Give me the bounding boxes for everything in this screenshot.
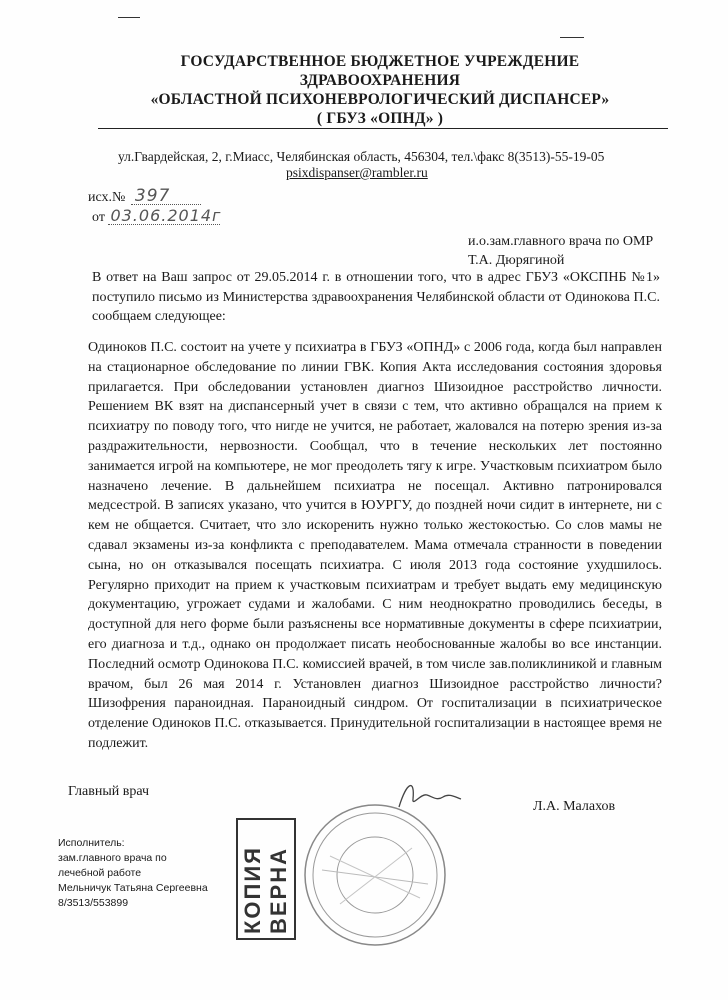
outgoing-number-line <box>131 204 201 205</box>
stamp-word-correct: ВЕРНА <box>266 846 291 934</box>
scan-mark-top-right <box>560 37 584 38</box>
addressee-block <box>468 232 653 270</box>
header-line-1: ГОСУДАРСТВЕННОЕ БЮДЖЕТНОЕ УЧРЕЖДЕНИЕ ЗДРАВООХРАНЕНИЯ <box>180 53 580 89</box>
outgoing-number <box>88 186 170 206</box>
copy-certified-stamp <box>236 818 296 940</box>
body-paragraph: Одиноков П.С. состоит на учете у психиатра в ГБУЗ «ОПНД» с 2006 года, когда был направлен на стационарное обследование по линии ГВК. Копия Акта исследования состояния здоровья прилагается. При обследовании установлен диагноз Шизоидное расстройство личности. Решением ВК взят на диспансерный учет в связи с тем, что активно обращался на прием к психиатру по поводу того, что нигде не учится, не работает, жаловался на потерю зрения из-за раздражительности, нервозности. Сообщал, что в течение нескольких лет постоянно занимается игрой на компьютере, не мог преодолеть тягу к игре. Участковым психиатром было назначено лечение. В дальнейшем психиатра не посещал. Активно патронировался медсестрой. В записях указано, что учится в ЮУРГУ, до поздней ночи сидит в интернете, ни с кем не общается. Считает, что зло искоренить нужно только жестокостью. Со слов мамы не сдавал экзамены из-за конфликта с преподавателем. Мама отмечала странности в поведении сына, но он отказывался посещать психиатра. С июля 2013 года состояние ухудшилось. Регулярно приходит на прием к участковым психиатрам и требует выдать ему медицинскую документацию, угрожает судами и жалобами. С ним неоднократно проводились беседы, в доступной для него форме были разъяснены все нормативные документы в сфере психиатрии, его диагноза и т.д., однако он продолжает писать необоснованные жалобы во все инстанции. Последний осмотр Одинокова П.С. комиссией врачей, в том числе зав.поликлиникой и главным врачом, был 26 мая 2014 г. Установлен диагноз Шизоидное расстройство личности? Шизофрения параноидная. Параноидный синдром. От госпитализации в психиатрическое отделение Одиноков П.С. отказывается. Принудительной госпитализации в настоящее время не подлежит. <box>88 340 662 751</box>
stamp-word-copy: КОПИЯ <box>240 846 265 934</box>
outgoing-date-label: от <box>92 210 105 225</box>
contact-address: ул.Гвардейская, 2, г.Миасс, Челябинская область, 456304, тел.\факс 8(3513)-55-19-05 <box>118 149 605 164</box>
signatory-name: Л.А. Малахов <box>533 799 616 814</box>
executor-position-2: лечебной работе <box>58 867 142 879</box>
executor-label: Исполнитель: <box>58 837 125 849</box>
outgoing-date <box>92 206 221 226</box>
outgoing-date-line <box>108 224 220 225</box>
header-line-2: «ОБЛАСТНОЙ ПСИХОНЕВРОЛОГИЧЕСКИЙ ДИСПАНСЕР» <box>150 91 610 108</box>
executor-position-1: зам.главного врача по <box>58 852 167 864</box>
organization-header <box>100 52 660 128</box>
outgoing-date-value: 03.06.2014г <box>110 206 222 225</box>
header-divider <box>98 128 668 129</box>
addressee-position: и.о.зам.главного врача по ОМР <box>468 234 654 249</box>
executor-phone: 8/3513/553899 <box>58 897 129 909</box>
addressee-name: Т.А. Дюрягиной <box>468 253 565 268</box>
outgoing-number-label: исх.№ <box>88 190 126 205</box>
round-seal <box>300 800 450 950</box>
executor-name: Мельничук Татьяна Сергеевна <box>58 882 208 894</box>
outgoing-number-value: 397 <box>134 186 171 206</box>
executor-block <box>58 836 208 911</box>
header-line-3: ( ГБУЗ «ОПНД» ) <box>316 110 444 127</box>
contact-email: psixdispanser@rambler.ru <box>286 165 428 180</box>
signatory-title: Главный врач <box>68 784 150 799</box>
scan-mark-top <box>118 17 140 18</box>
intro-paragraph: В ответ на Ваш запрос от 29.05.2014 г. в отношении того, что в адрес ГБУЗ «ОКСПНБ №1» поступило письмо из Министерства здравоохранения Челябинской области от Одинокова П.С. сообщаем следующее: <box>92 270 660 324</box>
